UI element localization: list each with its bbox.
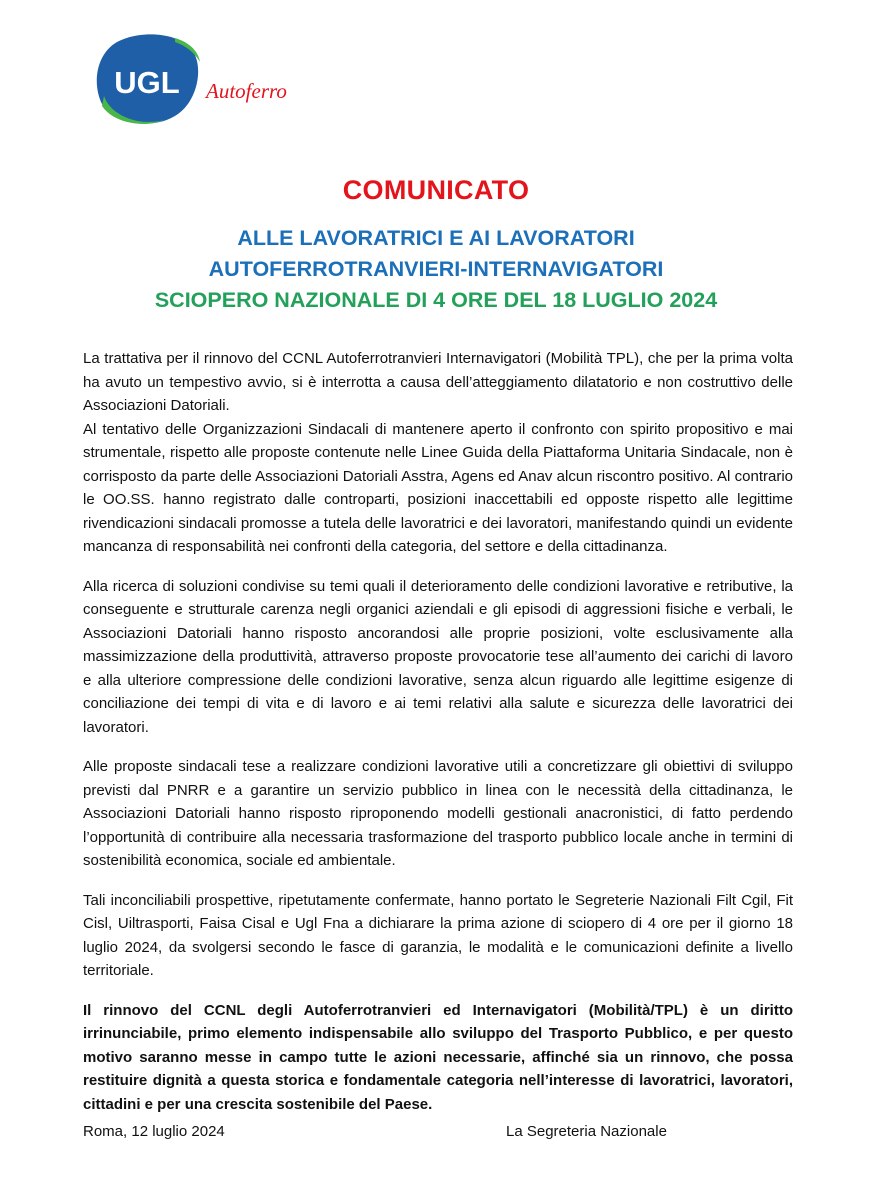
paragraph-3: Alla ricerca di soluzioni condivise su temi quali il deterioramento delle condizioni lavorative e retributive, la conseguente e strutturale carenza negli organici aziendali e gli episodi di aggressioni fisiche e verbali, le Associazioni Datoriali hanno risposto ancorandosi alle proprie posizioni, volte esclusivamente alla massimizzazione della produttività, attraverso proposte provocatorie tese all’aumento dei carichi di lavoro e alla ulteriore compressione delle condizioni lavorative, senza alcun riguardo alle legittime esigenze di conciliazione dei tempi di vita e di lavoro e ai temi relativi alla salute e sicurezza delle lavoratrici dei lavoratori. — [83, 577, 793, 736]
heading-line-3: SCIOPERO NAZIONALE DI 4 ORE DEL 18 LUGLIO 2024 — [154, 288, 718, 312]
paragraph-4: Alle proposte sindacali tese a realizzare condizioni lavorative utili a concretizzare gli obiettivi di sviluppo previsti dal PNRR e a garantire un servizio pubblico in linea con le necessità della cittadinanza, le Associazioni Datoriali hanno risposto riproponendo modelli gestionali anacronistici, di fatto perdendo l’opportunità di contribuire alla necessaria trasformazione del trasporto pubblico locale anche in termini di sostenibilità economica, sociale ed ambientale. — [83, 758, 793, 869]
logo-graphic — [90, 30, 290, 130]
signature: La Segreteria Nazionale — [506, 1123, 667, 1140]
place-date: Roma, 12 luglio 2024 — [83, 1123, 225, 1140]
document-title: COMUNICATO — [342, 175, 530, 205]
document-body — [83, 347, 793, 1132]
paragraph-1: La trattativa per il rinnovo del CCNL Autoferrotranvieri Internavigatori (Mobilità TPL), che per la prima volta ha avuto un tempestivo avvio, si è interrotta a causa dell’atteggiamento dilatatorio e non costruttivo delle Associazioni Datoriali. — [83, 350, 793, 414]
paragraph-2: Al tentativo delle Organizzazioni Sindacali di mantenere aperto il confronto con spirito propositivo e mai strumentale, rispetto alle proposte contenute nelle Linee Guida della Piattaforma Unitaria Sindacale, non è corrisposto da parte delle Associazioni Datoriali Asstra, Agens ed Anav alcun riscontro positivo. Al contrario le OO.SS. hanno registrato dalle controparti, posizioni inaccettabili ed opposte rispetto alle legittime rivendicazioni sindacali promosse a tutela delle lavoratrici e dei lavoratori, manifestando quindi un evidente mancanza di responsabilità nei confronti della categoria, del settore e della cittadinanza. — [83, 420, 793, 555]
paragraph-5: Tali inconciliabili prospettive, ripetutamente confermate, hanno portato le Segreterie Nazionali Filt Cgil, Fit Cisl, Uiltrasporti, Faisa Cisal e Ugl Fna a dichiarare la prima azione di sciopero di 4 ore per il giorno 18 luglio 2024, da svolgersi secondo le fasce di garanzia, le modalità e le comunicazioni definite a livello territoriale. — [83, 891, 793, 979]
paragraph-6: Il rinnovo del CCNL degli Autoferrotranvieri ed Internavigatori (Mobilità/TPL) è un diritto irrinunciabile, primo elemento indispensabile allo sviluppo del Trasporto Pubblico, e per questo motivo saranno messe in campo tutte le azioni necessarie, affinché sia un rinnovo, che possa restituire dignità a questa storica e fondamentale categoria nell’interesse di lavoratrici, lavoratori, cittadini e per una crescita sostenibile del Paese. — [83, 1001, 793, 1113]
heading-block — [0, 175, 872, 313]
svg-text:UGL: UGL — [114, 65, 180, 100]
svg-text:Autoferro: Autoferro — [206, 79, 287, 103]
ugl-autoferro-logo — [90, 30, 290, 130]
heading-line-2: AUTOFERROTRANVIERI-INTERNAVIGATORI — [208, 257, 664, 281]
heading-line-1: ALLE LAVORATRICI E AI LAVORATORI — [237, 226, 635, 250]
